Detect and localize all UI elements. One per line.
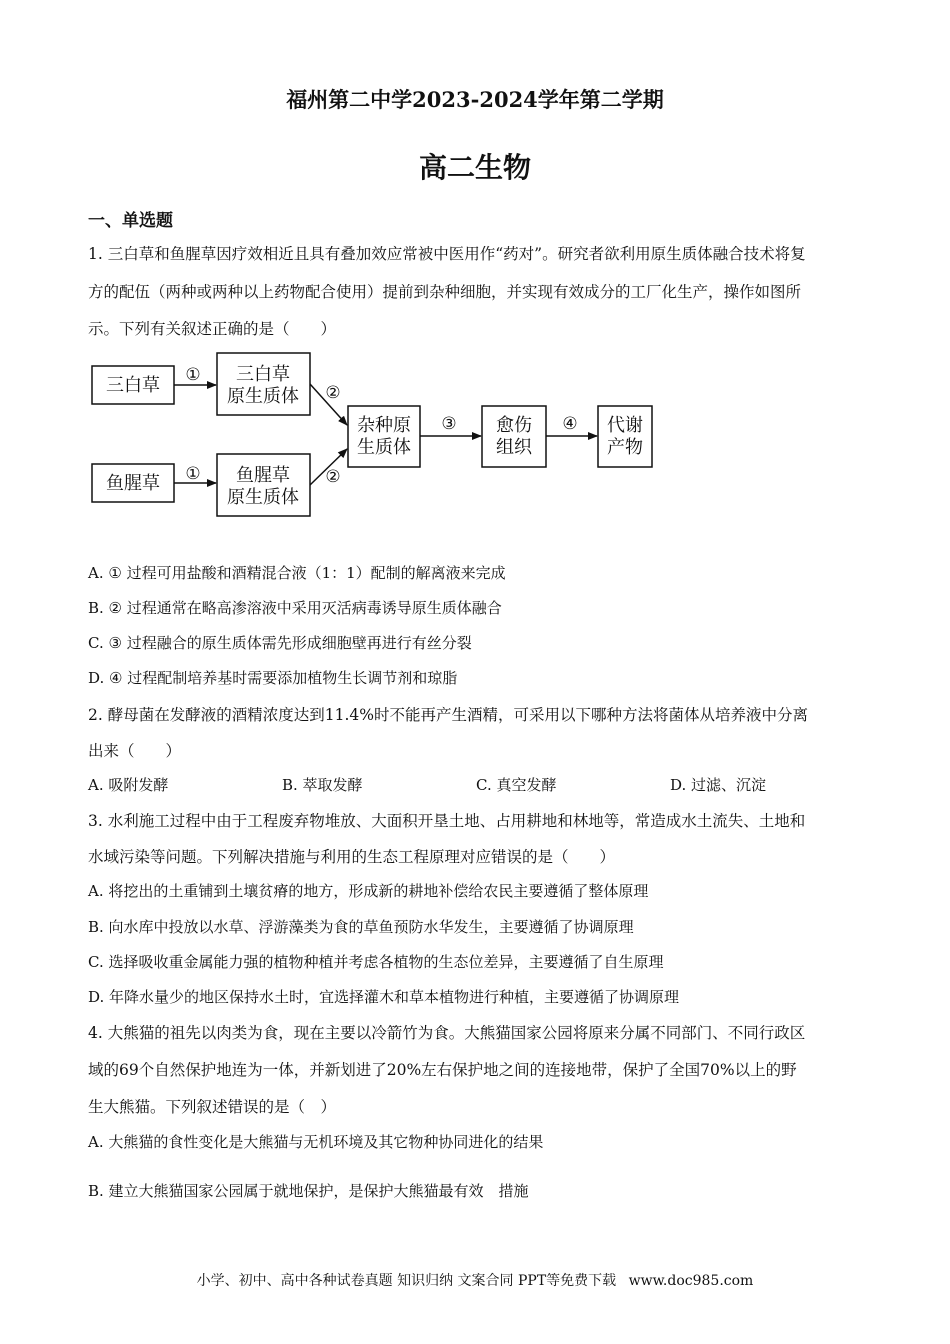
q4-line-1: 4. 大熊猫的祖先以肉类为食，现在主要以冷箭竹为食。大熊猫国家公园将原来分属不同部门、不同行政区 (88, 1024, 806, 1042)
step-2-top: ② (325, 383, 341, 403)
label-sanbai: 三白草 (106, 375, 160, 396)
q3-line-1: 3. 水利施工过程中由于工程废弃物堆放、大面积开垦土地、占用耕地和林地等，常造成水土流失、土地和 (88, 812, 806, 830)
q4-option-a[interactable]: A. 大熊猫的食性变化是大熊猫与无机环境及其它物种协同进化的结果 (88, 1133, 544, 1151)
q2-option-d[interactable]: D. 过滤、沉淀 (670, 776, 767, 794)
q4-line-3: 生大熊猫。下列叙述错误的是（ ） (88, 1098, 337, 1116)
label-hybrid-1: 杂种原 (357, 415, 411, 436)
q2-option-c[interactable]: C. 真空发酵 (476, 776, 557, 794)
q1-line-1: 1. 三白草和鱼腥草因疗效相近且具有叠加效应常被中医用作“药对”。研究者欲利用原生质体融合技术将复 (88, 245, 806, 263)
label-yuxing-pp-1: 鱼腥草 (236, 465, 290, 486)
q3-line-2: 水域污染等问题。下列解决措施与利用的生态工程原理对应错误的是（ ） (88, 848, 616, 866)
label-yuxing: 鱼腥草 (106, 473, 160, 494)
q1-line-3: 示。下列有关叙述正确的是（ ） (88, 320, 337, 338)
q3-option-a[interactable]: A. 将挖出的土重铺到土壤贫瘠的地方，形成新的耕地补偿给农民主要遵循了整体原理 (88, 882, 649, 900)
q1-option-a[interactable]: A. ① 过程可用盐酸和酒精混合液（1：1）配制的解离液来完成 (88, 564, 506, 582)
q1-option-c[interactable]: C. ③ 过程融合的原生质体需先形成细胞壁再进行有丝分裂 (88, 634, 472, 652)
step-4: ④ (562, 414, 578, 434)
label-sanbai-pp-2: 原生质体 (227, 386, 299, 407)
step-2-bottom: ② (325, 467, 341, 487)
q2-line-2: 出来（ ） (88, 742, 182, 760)
label-hybrid-2: 生质体 (357, 437, 411, 458)
section-title: 一、单选题 (88, 211, 173, 231)
label-metab-2: 产物 (607, 437, 643, 458)
q3-option-c[interactable]: C. 选择吸收重金属能力强的植物种植并考虑各植物的生态位差异，主要遵循了自生原理 (88, 953, 664, 971)
q2-option-b[interactable]: B. 萃取发酵 (282, 776, 363, 794)
step-3: ③ (441, 414, 457, 434)
label-callus-1: 愈伤 (496, 415, 532, 436)
footer-site-link[interactable]: www.doc985.com (628, 1273, 754, 1289)
step-1-top: ① (185, 365, 201, 385)
footer-text: 小学、初中、高中各种试卷真题 知识归纳 文案合同 PPT等免费下载 (196, 1273, 617, 1289)
subject-title: 高二生物 (418, 151, 531, 184)
label-yuxing-pp-2: 原生质体 (227, 487, 299, 508)
q3-option-b[interactable]: B. 向水库中投放以水草、浮游藻类为食的草鱼预防水华发生，主要遵循了协调原理 (88, 918, 634, 936)
q4-line-2: 域的69个自然保护地连为一体，并新划进了20%左右保护地之间的连接地带，保护了全国70%以上的野 (88, 1061, 797, 1079)
q1-option-d[interactable]: D. ④ 过程配制培养基时需要添加植物生长调节剂和琼脂 (88, 669, 458, 687)
label-metab-1: 代谢 (607, 415, 643, 436)
q2-line-1: 2. 酵母菌在发酵液的酒精浓度达到11.4%时不能再产生酒精，可采用以下哪种方法将菌体从培养液中分离 (88, 706, 808, 724)
step-1-bottom: ① (185, 464, 201, 484)
q4-option-b[interactable]: B. 建立大熊猫国家公园属于就地保护，是保护大熊猫最有效 措施 (88, 1182, 529, 1200)
q1-option-b[interactable]: B. ② 过程通常在略高渗溶液中采用灭活病毒诱导原生质体融合 (88, 599, 502, 617)
label-callus-2: 组织 (496, 437, 532, 458)
q2-option-a[interactable]: A. 吸附发酵 (88, 776, 169, 794)
label-sanbai-pp-1: 三白草 (236, 364, 290, 385)
q1-line-2: 方的配伍（两种或两种以上药物配合使用）提前到杂种细胞，并实现有效成分的工厂化生产，操作如图所 (88, 283, 802, 301)
footer (0, 1270, 950, 1290)
school-title: 福州第二中学2023-2024学年第二学期 (286, 87, 664, 112)
q3-option-d[interactable]: D. 年降水量少的地区保持水土时，宜选择灌木和草本植物进行种植，主要遵循了协调原理 (88, 988, 680, 1006)
